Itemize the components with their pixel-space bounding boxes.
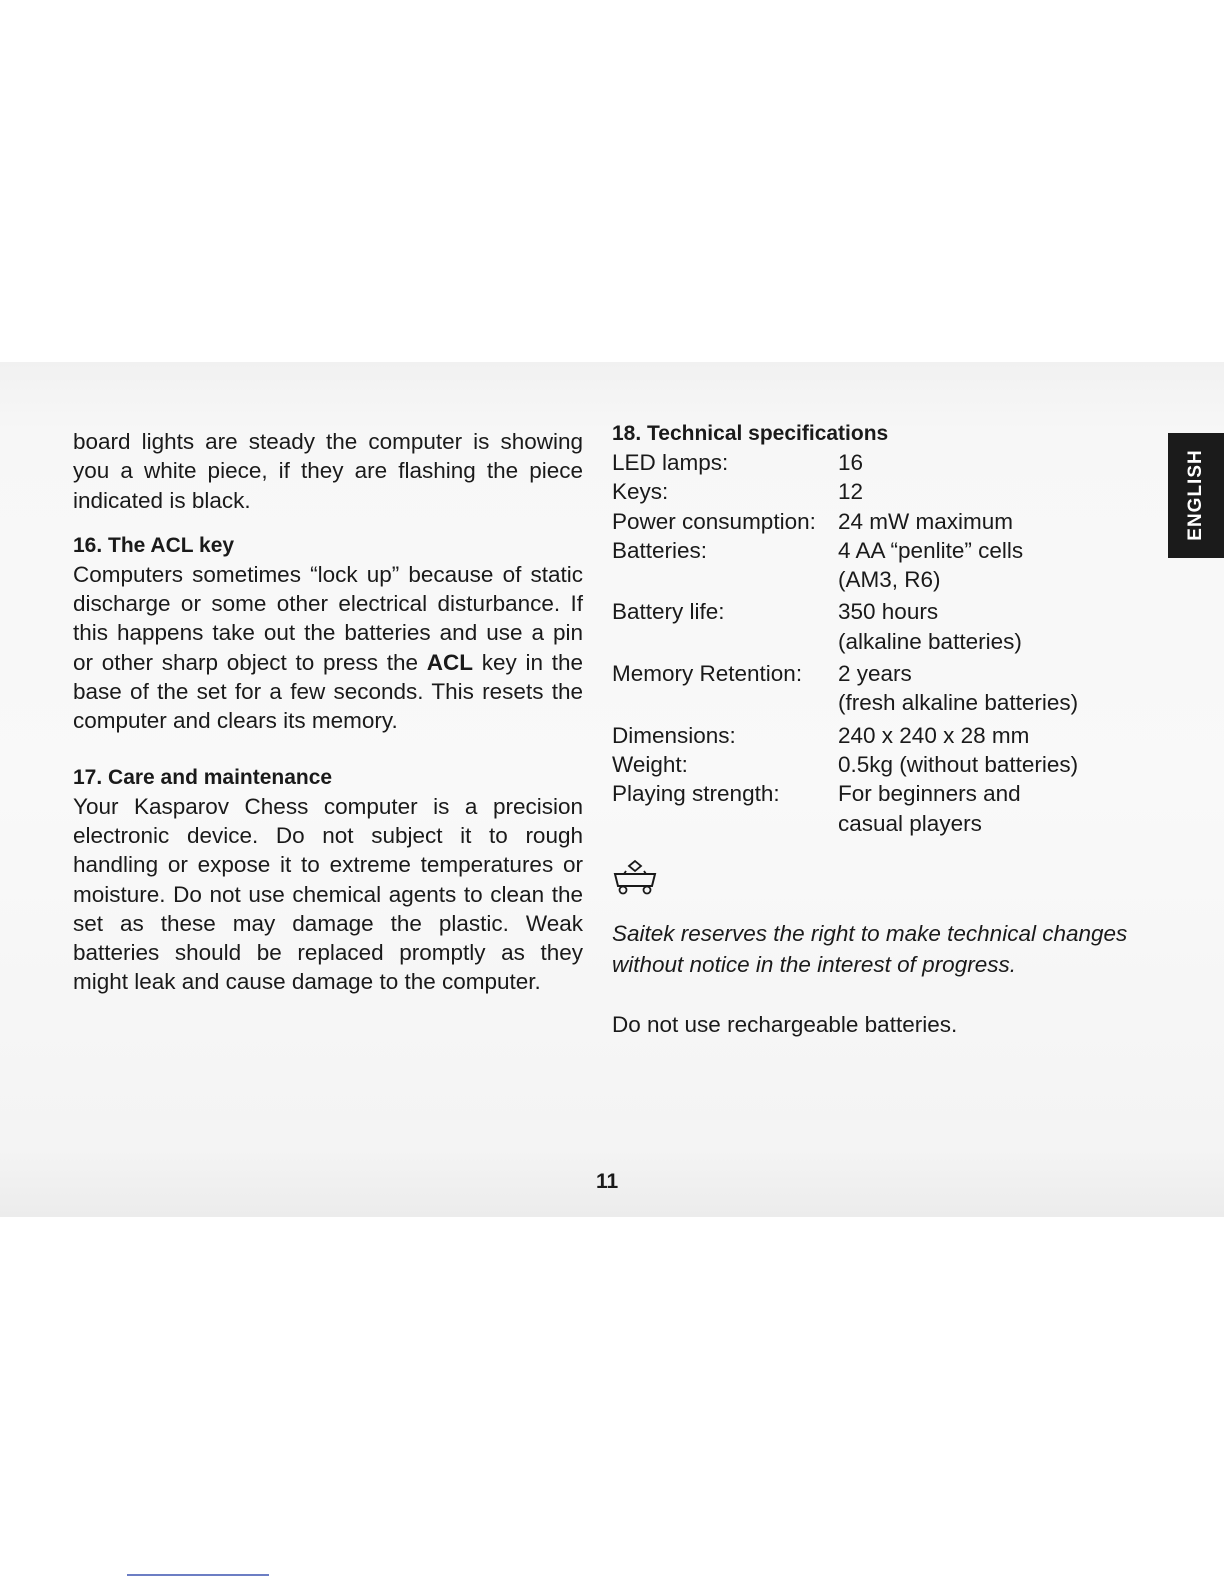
battery-warning: Do not use rechargeable batteries. <box>612 1011 958 1037</box>
spec-value <box>838 507 1132 536</box>
spec-row <box>612 477 1132 506</box>
spec-value <box>838 477 1132 506</box>
spec-row <box>612 721 1132 750</box>
spec-row <box>612 597 1132 656</box>
spec-value <box>838 536 1132 595</box>
spec-table <box>612 448 1132 838</box>
section-17-heading: 17. Care and maintenance <box>73 765 333 789</box>
spec-label: Power consumption: <box>612 508 816 534</box>
spec-value-line: For beginners and <box>838 781 1021 807</box>
spec-row <box>612 536 1132 595</box>
spec-value-line: 2 years <box>838 661 912 687</box>
spec-value <box>838 659 1132 718</box>
spec-row <box>612 750 1132 779</box>
spec-row <box>612 659 1132 718</box>
section-16-paragraph <box>73 560 583 736</box>
spec-label: Playing strength: <box>612 781 780 807</box>
spec-value-line: 24 mW maximum <box>838 508 1014 534</box>
spec-value-line: casual players <box>838 810 982 836</box>
spec-row <box>612 779 1132 838</box>
spec-row <box>612 507 1132 536</box>
language-tab <box>1168 433 1224 558</box>
spec-value <box>838 721 1132 750</box>
spec-label: LED lamps: <box>612 450 729 475</box>
page-number: 11 <box>596 1170 619 1193</box>
technical-changes-notice: Saitek reserves the right to make technical changes without notice in the interest of progress. <box>612 920 1128 977</box>
spec-value-line: 12 <box>838 479 864 505</box>
spec-value-line: 16 <box>838 450 864 475</box>
language-tab-label: ENGLISH <box>1185 449 1206 541</box>
section-16-heading: 16. The ACL key <box>73 533 235 557</box>
spec-value <box>838 750 1132 779</box>
section-16-text-after: key in the base of the set for a few seconds. This resets the computer and clears its memory. <box>73 649 583 734</box>
spec-label: Weight: <box>612 751 688 777</box>
spec-value-line: 4 AA “penlite” cells <box>838 537 1024 563</box>
spec-label: Batteries: <box>612 537 708 563</box>
spec-value <box>838 597 1132 656</box>
footer-underline <box>127 1574 269 1576</box>
spec-value-line: 0.5kg (without batteries) <box>838 751 1079 777</box>
section-18-heading: 18. Technical specifications <box>612 422 889 445</box>
section-17-paragraph: Your Kasparov Chess computer is a precision electronic device. Do not subject it to rough handling or expose it to extreme temperatures or moisture. Do not use chemical agents to clean the set as these may damage the plastic. Weak batteries should be replaced promptly as they might leak and cause damage to the computer. <box>73 793 583 995</box>
spec-label: Dimensions: <box>612 722 736 748</box>
intro-paragraph: board lights are steady the computer is showing you a white piece, if they are flashing the piece indicated is black. <box>73 429 583 513</box>
acl-key-name: ACL <box>426 649 474 675</box>
scanned-page <box>0 362 1224 1217</box>
spec-value-line: 240 x 240 x 28 mm <box>838 722 1030 748</box>
spec-value-line: 350 hours <box>838 599 939 625</box>
spec-label: Keys: <box>612 479 669 505</box>
spec-label: Battery life: <box>612 599 725 625</box>
spec-value <box>838 779 1132 838</box>
spec-value-line: (fresh alkaline batteries) <box>838 690 1079 716</box>
right-column <box>612 419 1132 1039</box>
spec-row <box>612 448 1132 477</box>
section-16-text-before: Computers sometimes “lock up” because of static discharge or some other electrical disturbance. If this happens take out the batteries and use a pin or other sharp object to press the <box>73 561 583 675</box>
spec-value-line: (alkaline batteries) <box>838 628 1022 654</box>
left-column <box>73 427 583 997</box>
spec-value-line: (AM3, R6) <box>838 567 941 593</box>
spec-label: Memory Retention: <box>612 661 803 687</box>
recycle-bin-icon <box>612 858 658 896</box>
spec-value <box>838 448 1132 477</box>
